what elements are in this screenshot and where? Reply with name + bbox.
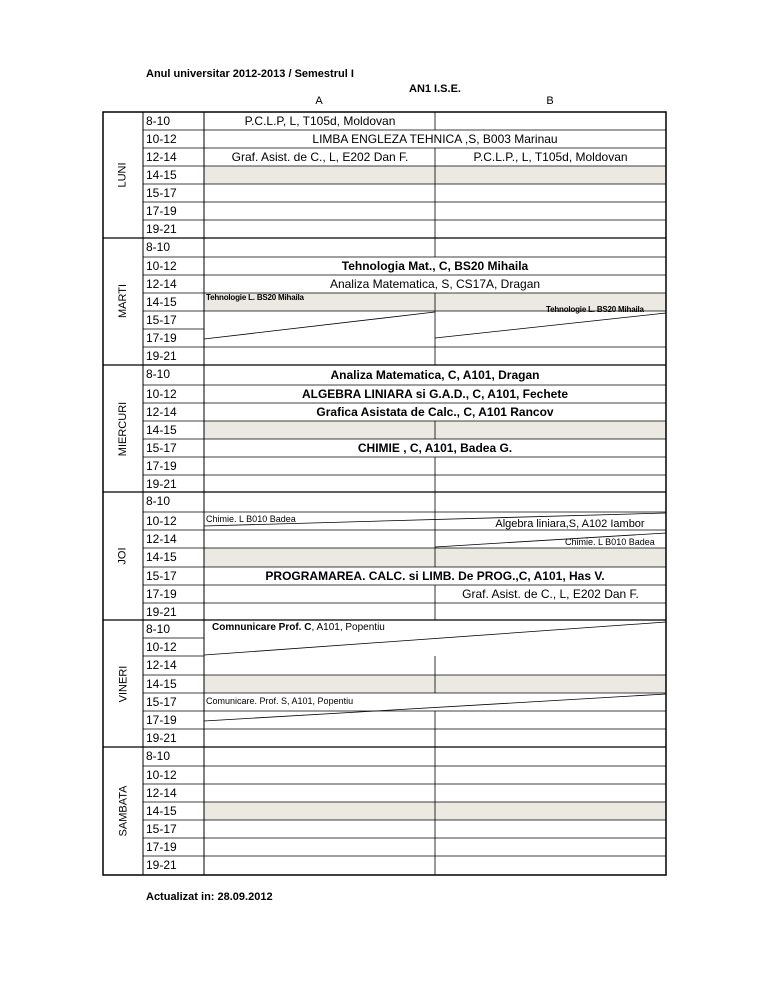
time-slot-label: 17-19 [146, 204, 177, 218]
time-slot-label: 8-10 [146, 494, 171, 508]
time-slot-label: 15-17 [146, 695, 177, 709]
entry-vineri-8: Comnunicare Prof. C, A101, Popentiu [212, 622, 385, 633]
time-slot-label: 10-12 [146, 514, 177, 528]
time-slot-label: 15-17 [146, 822, 177, 836]
time-slot-label: 19-21 [146, 222, 177, 236]
time-slot-label: 12-14 [146, 150, 177, 164]
entry-vineri-15: Comunicare. Prof. S, A101, Popentiu [206, 696, 354, 706]
day-label-luni: LUNI [117, 162, 129, 188]
entry-marti-10: Tehnologia Mat., C, BS20 Mihaila [341, 259, 529, 273]
time-slot-label: 12-14 [146, 277, 177, 291]
time-slot-label: 17-19 [146, 840, 177, 854]
day-label-vineri: VINERI [117, 665, 129, 702]
time-slot-label: 10-12 [146, 259, 177, 273]
entry-luni-12-a: Graf. Asist. de C., L, E202 Dan F. [231, 150, 409, 164]
time-slot-label: 12-14 [146, 786, 177, 800]
time-slot-label: 8-10 [146, 367, 171, 381]
time-slot-label: 12-14 [146, 658, 177, 672]
time-slot-label: 14-15 [146, 423, 177, 437]
group-title: AN1 I.S.E. [409, 83, 461, 95]
entry-miercuri-12: Grafica Asistata de Calc., C, A101 Rancov [316, 405, 554, 419]
time-slot-label: 14-15 [146, 295, 177, 309]
entry-marti-14-b: Tehnologie L. BS20 Mihaila [546, 305, 644, 314]
time-slot-label: 19-21 [146, 731, 177, 745]
diagonal-split [204, 312, 435, 339]
entry-miercuri-15: CHIMIE , C, A101, Badea G. [357, 441, 513, 455]
time-slot-label: 10-12 [146, 387, 177, 401]
time-slot-label: 19-21 [146, 858, 177, 872]
entry-miercuri-8: Analiza Matematica, C, A101, Dragan [330, 368, 540, 382]
last-updated: Actualizat in: 28.09.2012 [146, 891, 273, 903]
time-slot-label: 15-17 [146, 186, 177, 200]
day-label-miercuri: MIERCURI [117, 401, 130, 456]
time-slot-label: 8-10 [146, 240, 171, 254]
entry-marti-14-a: Tehnologie L. BS20 Mihaila [206, 293, 304, 302]
entry-luni-12-b: P.C.L.P., L, T105d, Moldovan [473, 150, 628, 164]
column-header-b: B [546, 95, 554, 107]
page-title: Anul universitar 2012-2013 / Semestrul I [146, 68, 354, 80]
entry-marti-12: Analiza Matematica, S, CS17A, Dragan [329, 277, 541, 291]
time-slot-label: 17-19 [146, 331, 177, 345]
day-label-sambata: SAMBATA [117, 785, 129, 837]
table-border [103, 112, 666, 875]
time-slot-label: 10-12 [146, 640, 177, 654]
entry-luni-10: LIMBA ENGLEZA TEHNICA ,S, B003 Marinau [312, 132, 558, 146]
time-slot-label: 17-19 [146, 459, 177, 473]
entry-joi-12-b: Chimie. L B010 Badea [565, 537, 655, 547]
entry-miercuri-10: ALGEBRA LINIARA si G.A.D., C, A101, Fechete [301, 387, 569, 401]
time-slot-label: 17-19 [146, 713, 177, 727]
entry-joi-15: PROGRAMAREA. CALC. si LIMB. De PROG.,C, A101, Has V. [265, 569, 605, 583]
time-slot-label: 8-10 [146, 114, 171, 128]
time-slot-label: 17-19 [146, 587, 177, 601]
entry-luni-8-a: P.C.L.P, L, T105d, Moldovan [244, 114, 396, 128]
entry-joi-10-a: Chimie. L B010 Badea [206, 514, 296, 524]
time-slot-label: 14-15 [146, 168, 177, 182]
time-slot-label: 14-15 [146, 550, 177, 564]
day-label-joi: JOI [117, 547, 129, 565]
time-slot-label: 8-10 [146, 749, 171, 763]
column-header-a: A [315, 95, 323, 107]
time-slot-label: 12-14 [146, 532, 177, 546]
diagonal-split [435, 313, 666, 338]
time-slot-label: 15-17 [146, 313, 177, 327]
time-slot-label: 10-12 [146, 768, 177, 782]
time-slot-label: 19-21 [146, 349, 177, 363]
time-slot-label: 8-10 [146, 622, 171, 636]
time-slot-label: 19-21 [146, 477, 177, 491]
time-slot-label: 10-12 [146, 132, 177, 146]
entry-joi-10-b: Algebra liniara,S, A102 Iambor [495, 518, 645, 530]
entry-joi-17-b: Graf. Asist. de C., L, E202 Dan F. [462, 587, 639, 601]
time-slot-label: 15-17 [146, 569, 177, 583]
time-slot-label: 14-15 [146, 804, 177, 818]
time-slot-label: 19-21 [146, 605, 177, 619]
day-label-marti: MARTI [117, 283, 129, 319]
time-slot-label: 12-14 [146, 405, 177, 419]
time-slot-label: 14-15 [146, 677, 177, 691]
time-slot-label: 15-17 [146, 441, 177, 455]
